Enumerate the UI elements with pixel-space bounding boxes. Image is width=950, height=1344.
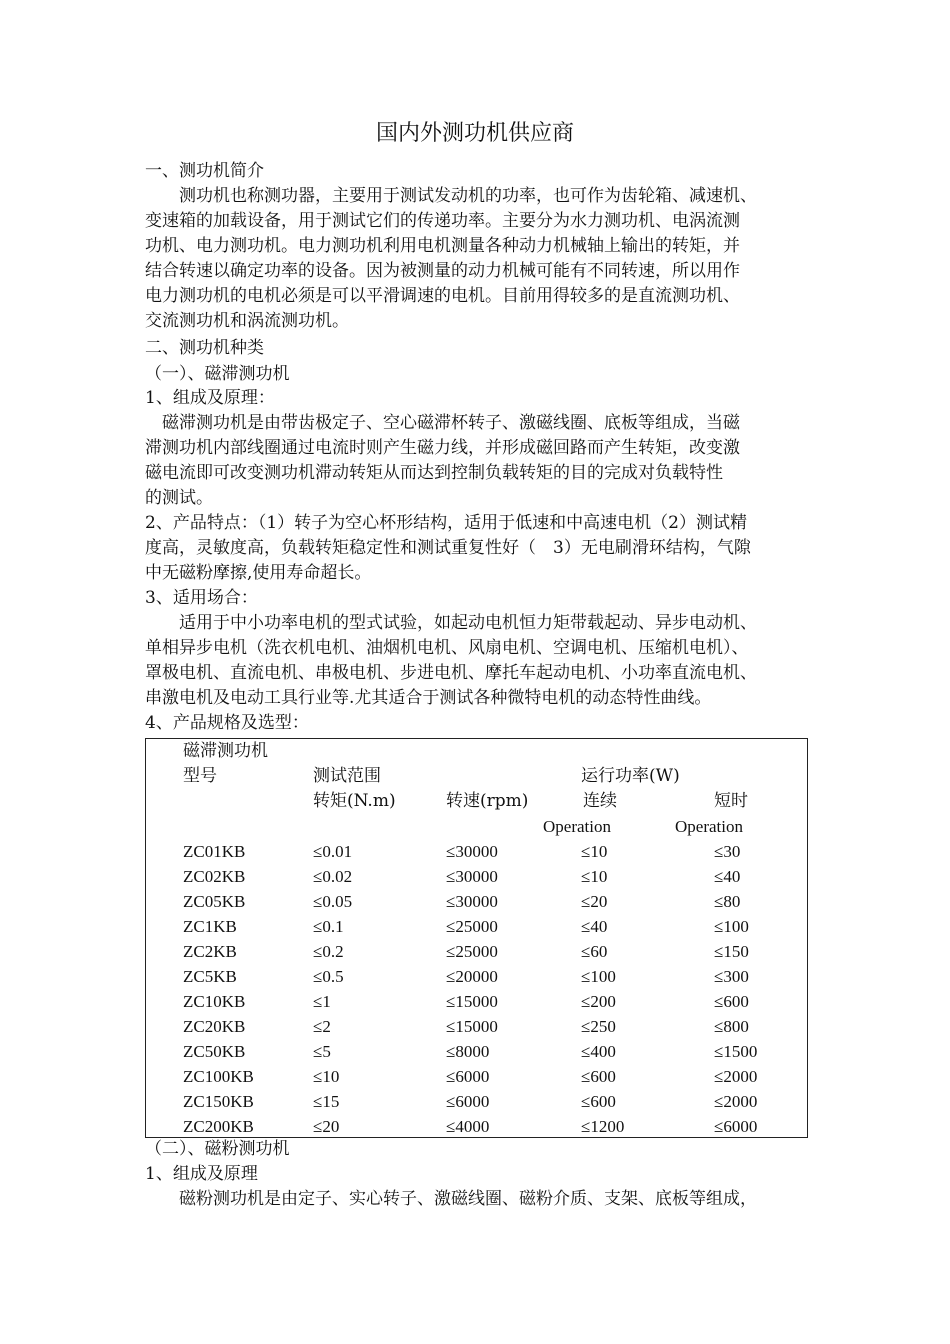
paragraph-line: 罩极电机、直流电机、串极电机、步进电机、摩托车起动电机、小功率直流电机、	[145, 663, 757, 683]
cell-short: ≤2000	[714, 1092, 758, 1111]
paragraph-line: 功机、电力测功机。电力测功机利用电机测量各种动力机械轴上输出的转矩，并	[145, 236, 740, 256]
cell-short: ≤2000	[714, 1067, 758, 1086]
cell-speed: ≤25000	[446, 942, 498, 961]
table-header-operation: Operation	[543, 817, 611, 836]
paragraph-line: 的测试。	[145, 488, 213, 508]
cell-torque: ≤0.5	[313, 967, 344, 986]
cell-torque: ≤5	[313, 1042, 331, 1061]
paragraph-line: 度高，灵敏度高，负载转矩稳定性和测试重复性好（ 3）无电刷滑环结构，气隙	[145, 538, 751, 558]
cell-torque: ≤10	[313, 1067, 340, 1086]
cell-speed: ≤6000	[446, 1067, 490, 1086]
cell-speed: ≤15000	[446, 1017, 498, 1036]
paragraph-line: 磁粉测功机是由定子、实心转子、激磁线圈、磁粉介质、支架、底板等组成，	[145, 1189, 757, 1209]
table-caption: 磁滞测功机	[183, 741, 268, 761]
paragraph-line: 磁滞测功机是由带齿极定子、空心磁滞杯转子、激磁线圈、底板等组成，当磁	[145, 413, 740, 433]
cell-model: ZC02KB	[183, 867, 246, 886]
paragraph-line: 测功机也称测功器，主要用于测试发动机的功率，也可作为齿轮箱、减速机、	[145, 186, 757, 206]
item-heading: 1、组成及原理：	[145, 388, 275, 408]
table-header-power: 运行功率(W)	[581, 766, 680, 786]
table-header-model: 型号	[183, 766, 217, 786]
paragraph-line: 串激电机及电动工具行业等.尤其适合于测试各种微特电机的动态特性曲线。	[145, 688, 712, 708]
subsection-heading: （二）、磁粉测功机	[145, 1139, 290, 1159]
cell-speed: ≤30000	[446, 842, 498, 861]
cell-continuous: ≤1200	[581, 1117, 625, 1136]
paragraph-line: 适用于中小功率电机的型式试验，如起动电机恒力矩带载起动、异步电动机、	[145, 613, 757, 633]
cell-torque: ≤0.2	[313, 942, 344, 961]
cell-continuous: ≤10	[581, 867, 608, 886]
cell-speed: ≤8000	[446, 1042, 490, 1061]
table-header-continuous: 连续	[583, 791, 617, 811]
cell-short: ≤100	[714, 917, 749, 936]
paragraph-line: 单相异步电机（洗衣机电机、油烟机电机、风扇电机、空调电机、压缩机电机）、	[145, 638, 749, 658]
cell-continuous: ≤600	[581, 1067, 616, 1086]
cell-model: ZC5KB	[183, 967, 237, 986]
cell-model: ZC01KB	[183, 842, 246, 861]
cell-continuous: ≤100	[581, 967, 616, 986]
subsection-heading: （一）、磁滞测功机	[145, 364, 290, 384]
cell-model: ZC2KB	[183, 942, 237, 961]
cell-short: ≤40	[714, 867, 741, 886]
cell-speed: ≤30000	[446, 892, 498, 911]
cell-speed: ≤15000	[446, 992, 498, 1011]
item-heading: 1、组成及原理	[145, 1164, 258, 1184]
cell-continuous: ≤40	[581, 917, 608, 936]
page-title: 国内外测功机供应商	[375, 121, 574, 146]
cell-short: ≤600	[714, 992, 749, 1011]
cell-torque: ≤0.05	[313, 892, 353, 911]
cell-short: ≤150	[714, 942, 749, 961]
cell-speed: ≤25000	[446, 917, 498, 936]
cell-short: ≤800	[714, 1017, 749, 1036]
section-heading: 一、测功机简介	[145, 161, 264, 181]
cell-continuous: ≤600	[581, 1092, 616, 1111]
cell-speed: ≤6000	[446, 1092, 490, 1111]
paragraph-line: 变速箱的加载设备，用于测试它们的传递功率。主要分为水力测功机、电涡流测	[145, 211, 740, 231]
spec-table	[145, 738, 808, 1138]
cell-continuous: ≤10	[581, 842, 608, 861]
cell-continuous: ≤200	[581, 992, 616, 1011]
cell-model: ZC1KB	[183, 917, 237, 936]
cell-model: ZC10KB	[183, 992, 246, 1011]
paragraph-line: 结合转速以确定功率的设备。因为被测量的动力机械可能有不同转速，所以用作	[145, 261, 740, 281]
cell-short: ≤1500	[714, 1042, 758, 1061]
cell-model: ZC20KB	[183, 1017, 246, 1036]
table-header-range: 测试范围	[313, 766, 381, 786]
cell-torque: ≤20	[313, 1117, 340, 1136]
cell-model: ZC50KB	[183, 1042, 246, 1061]
cell-model: ZC150KB	[183, 1092, 254, 1111]
table-header-torque: 转矩(N.m)	[313, 791, 396, 811]
cell-torque: ≤0.1	[313, 917, 344, 936]
cell-continuous: ≤20	[581, 892, 608, 911]
paragraph-line: 磁电流即可改变测功机滞动转矩从而达到控制负载转矩的目的完成对负载特性	[145, 463, 723, 483]
cell-short: ≤300	[714, 967, 749, 986]
paragraph-line: 2、产品特点：（1）转子为空心杯形结构，适用于低速和中高速电机（2）测试精	[145, 513, 747, 533]
table-header-operation: Operation	[675, 817, 743, 836]
paragraph-line: 滞测功机内部线圈通过电流时则产生磁力线，并形成磁回路而产生转矩，改变激	[145, 438, 740, 458]
item-heading: 3、适用场合：	[145, 588, 258, 608]
cell-torque: ≤2	[313, 1017, 331, 1036]
paragraph-line: 中无磁粉摩擦,使用寿命超长。	[145, 563, 372, 583]
cell-short: ≤80	[714, 892, 741, 911]
cell-speed: ≤4000	[446, 1117, 490, 1136]
paragraph-line: 电力测功机的电机必须是可以平滑调速的电机。目前用得较多的是直流测功机、	[145, 286, 740, 306]
cell-speed: ≤30000	[446, 867, 498, 886]
section-heading: 二、测功机种类	[145, 338, 264, 358]
table-header-short: 短时	[714, 791, 748, 811]
cell-speed: ≤20000	[446, 967, 498, 986]
cell-continuous: ≤250	[581, 1017, 616, 1036]
cell-model: ZC200KB	[183, 1117, 254, 1136]
cell-torque: ≤0.02	[313, 867, 353, 886]
cell-torque: ≤1	[313, 992, 331, 1011]
cell-short: ≤6000	[714, 1117, 758, 1136]
cell-short: ≤30	[714, 842, 741, 861]
cell-model: ZC100KB	[183, 1067, 254, 1086]
cell-continuous: ≤400	[581, 1042, 616, 1061]
paragraph-line: 交流测功机和涡流测功机。	[145, 311, 349, 331]
cell-torque: ≤15	[313, 1092, 340, 1111]
table-header-speed: 转速(rpm)	[446, 791, 529, 811]
item-heading: 4、产品规格及选型：	[145, 713, 309, 733]
cell-continuous: ≤60	[581, 942, 608, 961]
cell-torque: ≤0.01	[313, 842, 353, 861]
cell-model: ZC05KB	[183, 892, 246, 911]
